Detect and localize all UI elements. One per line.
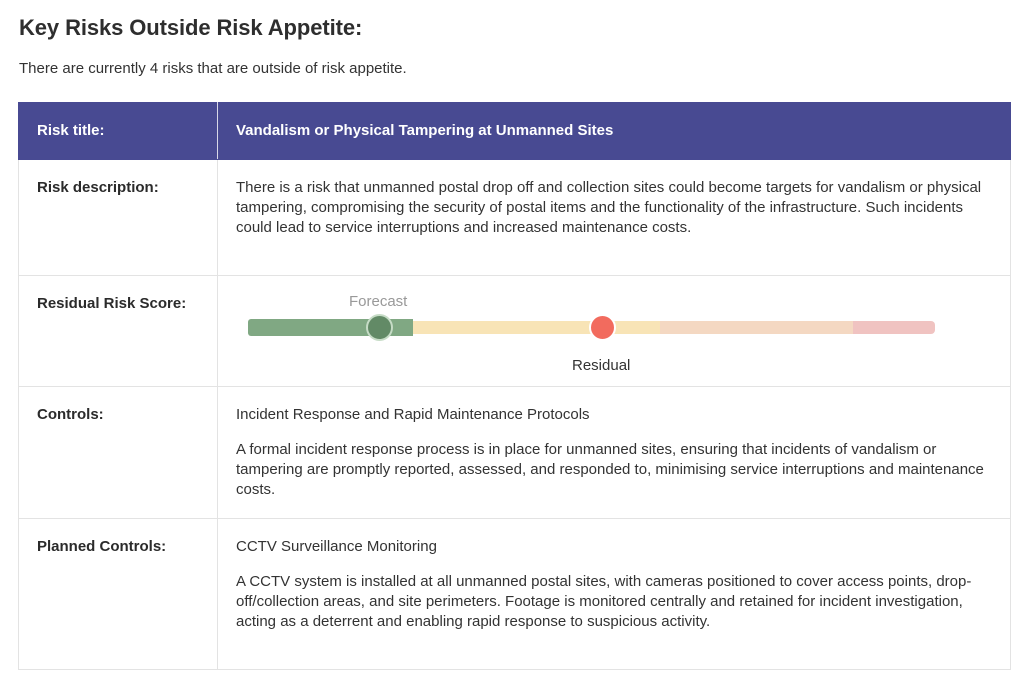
- control-title: Incident Response and Rapid Maintenance Protocols: [236, 406, 590, 423]
- page-subtitle: There are currently 4 risks that are outside of risk appetite.: [19, 60, 407, 77]
- planned-controls-cell: [218, 519, 1011, 670]
- forecast-label: Forecast: [349, 293, 408, 310]
- controls-cell: [218, 387, 1011, 519]
- planned-controls-row: [19, 519, 1011, 670]
- risk-score-label: Residual Risk Score:: [19, 276, 218, 387]
- risk-score-row: [19, 276, 1011, 387]
- risk-title-row: [19, 103, 1011, 160]
- controls-row: [19, 387, 1011, 519]
- gauge-segment-medium: [413, 321, 660, 334]
- risk-description-label: Risk description:: [19, 160, 218, 276]
- risk-description-row: [19, 160, 1011, 276]
- risk-description-value: There is a risk that unmanned postal drop off and collection sites could become targets for vandalism or physical tampering, compromising the security of postal items and the functionality of the infrastructure. Such incidents could lead to service interruptions and increased maintenance costs.: [218, 160, 1011, 276]
- risk-title-value: Vandalism or Physical Tampering at Unmanned Sites: [218, 103, 1011, 160]
- gauge-segment-very-high: [853, 321, 935, 334]
- control-description: A formal incident response process is in place for unmanned sites, ensuring that incidents of vandalism or tampering are promptly reported, assessed, and responded to, minimising service interruptions and maintenance costs.: [236, 441, 984, 498]
- planned-controls-label: Planned Controls:: [19, 519, 218, 670]
- risk-table: [18, 102, 1011, 670]
- residual-label: Residual: [572, 357, 631, 374]
- risk-score-cell: [218, 276, 1011, 387]
- page-title: Key Risks Outside Risk Appetite:: [19, 15, 363, 40]
- residual-marker: [589, 314, 616, 341]
- controls-label: Controls:: [19, 387, 218, 519]
- gauge-segment-high: [660, 321, 853, 334]
- planned-control-description: A CCTV system is installed at all unmanned postal sites, with cameras positioned to cover access points, drop-off/collection areas, and site perimeters. Footage is monitored centrally and retained for incident investigation, acting as a deterrent and enabling rapid response to suspicious activity.: [236, 573, 972, 630]
- planned-control-title: CCTV Surveillance Monitoring: [236, 538, 437, 555]
- risk-score-gauge: [218, 276, 1010, 374]
- risk-title-label: Risk title:: [19, 103, 218, 160]
- risk-score-bar: [248, 319, 935, 336]
- forecast-marker: [366, 314, 393, 341]
